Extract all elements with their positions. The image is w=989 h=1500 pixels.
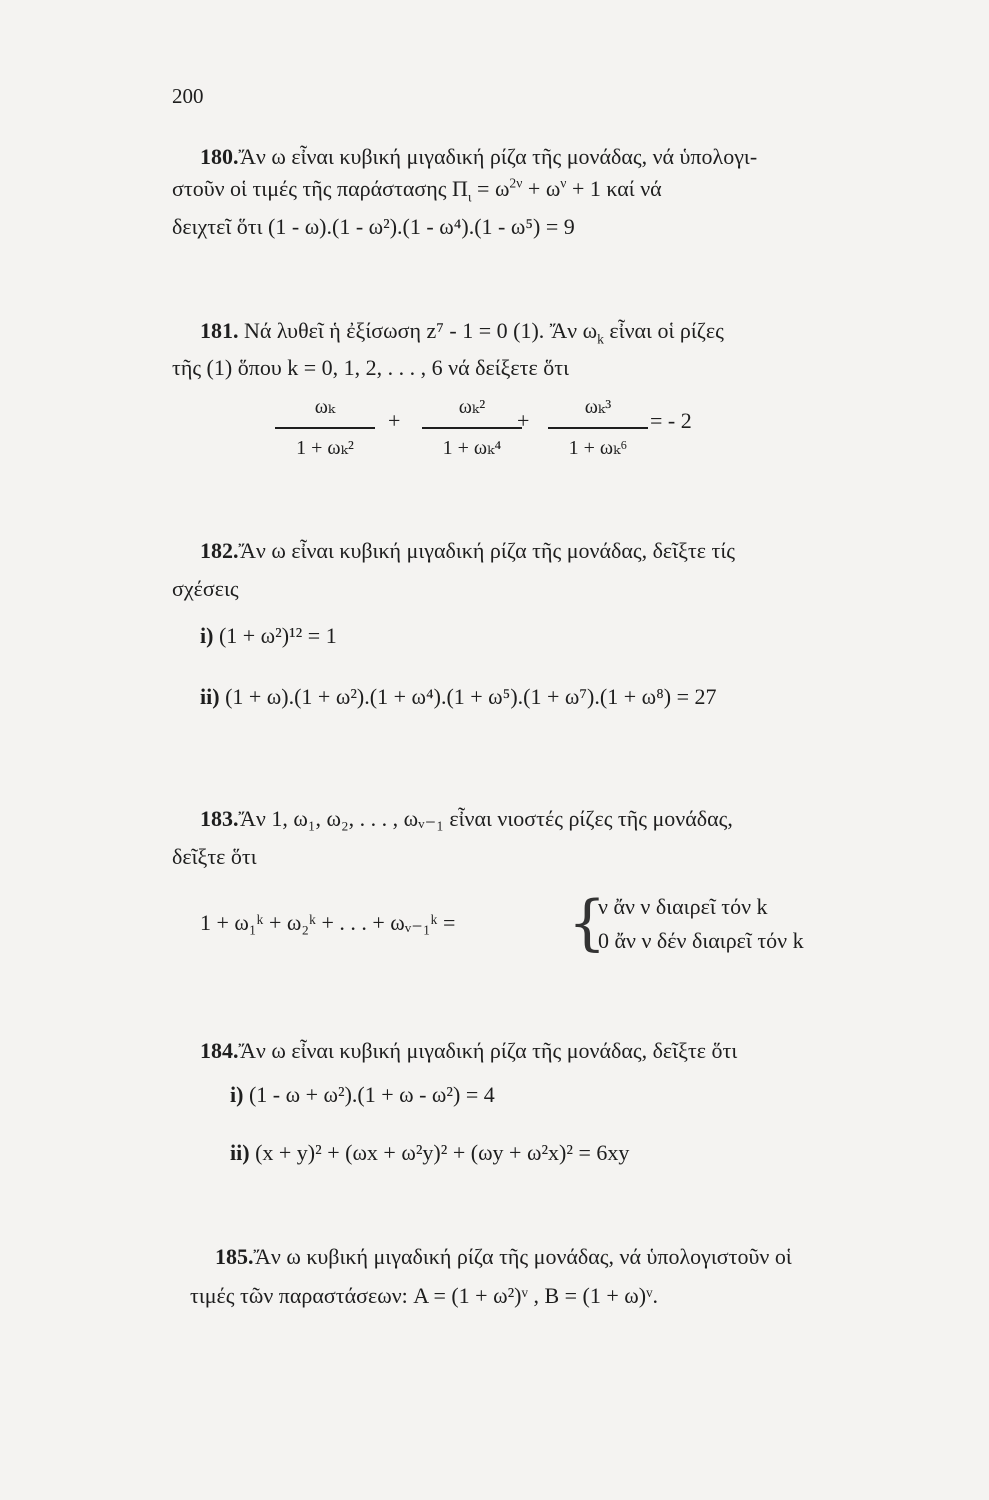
exercise-184-part-i: i) (1 - ω + ω²).(1 + ω - ω²) = 4 [230,1082,495,1107]
plus-sign-2: + [517,408,530,433]
page-number: 200 [172,84,204,108]
exercise-180-line-1: 180.Ἄν ω εἶναι κυβική μιγαδική ρίζα τῆς μονάδας, νά ὑπολογι- [200,144,758,169]
exercise-181-number: 181. [200,318,239,343]
exercise-183-number: 183. [200,806,239,831]
fraction-3-numerator: ωₖ³ [584,396,612,418]
exercise-182-part-ii: ii) (1 + ω).(1 + ω²).(1 + ω⁴).(1 + ω⁵).(1 + ω⁷).(1 + ω⁸) = 27 [200,684,717,709]
exercise-182-line-1: 182.Ἄν ω εἶναι κυβική μιγαδική ρίζα τῆς μονάδας, δεῖξτε τίς [200,538,735,563]
plus-sign-1: + [388,408,401,433]
exercise-184-part-ii: ii) (x + y)² + (ωx + ω²y)² + (ωy + ω²x)² = 6xy [230,1140,630,1165]
equation-181-rhs: = - 2 [650,408,692,433]
exercise-181-line-1: 181. Νά λυθεῖ ἡ ἐξίσωση z⁷ - 1 = 0 (1). Ἄν $\omega_k$ εἶναι οἱ ρίζες [200,318,724,347]
fraction-3 [548,397,648,458]
exercise-180-line-3: δειχτεῖ ὅτι (1 - ω).(1 - ω²).(1 - ω⁴).(1 - ω⁵) = 9 [172,214,575,239]
exercise-181-line-2: τῆς (1) ὅπου k = 0, 1, 2, . . . , 6 νά δείξετε ὅτι [172,355,569,380]
exercise-183-case-2: 0 ἄν ν δέν διαιρεῖ τόν k [598,928,804,953]
exercise-185-number: 185. [215,1244,254,1269]
brace-symbol: { [568,888,607,958]
exercise-183-case-1: ν ἄν ν διαιρεῖ τόν k [598,894,768,919]
fraction-3-denominator: 1 + ωₖ⁶ [568,436,628,459]
exercise-183-lhs: 1 + ω₁ᵏ + ω₂ᵏ + . . . + ωᵥ₋₁ᵏ = [200,910,456,935]
exercise-182-line-2: σχέσεις [172,576,239,601]
exercise-184-number: 184. [200,1038,239,1063]
fraction-2 [422,397,522,458]
fraction-1 [275,397,375,458]
exercise-182-number: 182. [200,538,239,563]
exercise-183-line-1: 183.Ἄν 1, ω₁, ω₂, . . . , ωᵥ₋₁ εἶναι νιοστές ρίζες τῆς μονάδας, [200,806,733,831]
exercise-180-line-2: στοῦν οἱ τιμές τῆς παράστασης $\Pi_\iota = \omega^{2\nu} + \omega^\nu + 1$ καί νά [172,175,662,205]
fraction-1-numerator: ωₖ [314,396,336,418]
exercise-183-line-2: δεῖξτε ὅτι [172,844,257,869]
exercise-182-part-i: i) (1 + ω²)¹² = 1 [200,623,337,648]
exercise-185-line-2: τιμές τῶν παραστάσεων: A = (1 + ω²)ᵛ , B = (1 + ω)ᵛ. [190,1283,659,1308]
exercise-180-number: 180. [200,144,239,169]
fraction-2-denominator: 1 + ωₖ⁴ [442,436,502,459]
fraction-1-denominator: 1 + ωₖ² [296,436,354,459]
fraction-2-numerator: ωₖ² [458,396,486,418]
exercise-184-line-1: 184.Ἄν ω εἶναι κυβική μιγαδική ρίζα τῆς μονάδας, δεῖξτε ὅτι [200,1038,738,1063]
exercise-185-line-1: 185.Ἄν ω κυβική μιγαδική ρίζα τῆς μονάδας, νά ὑπολογιστοῦν οἱ [215,1244,792,1269]
